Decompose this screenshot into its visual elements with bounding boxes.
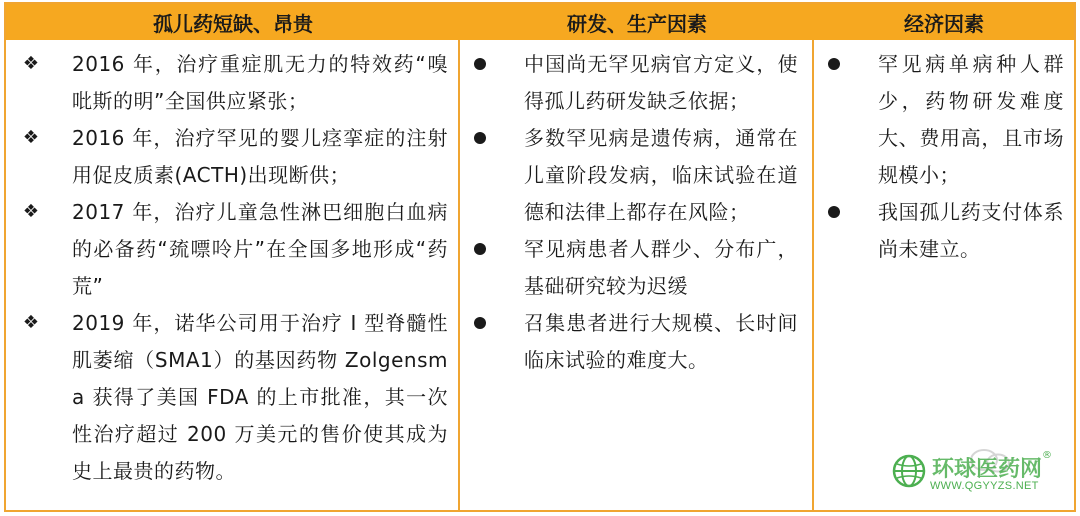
dot-bullet-icon: [828, 58, 840, 70]
list-item: [6, 120, 458, 194]
watermark-title: 环球医药网: [932, 457, 1043, 482]
list-item: [460, 305, 812, 379]
header-rd-production: 研发、生产因素: [567, 11, 707, 36]
column-rd-production: [460, 40, 814, 510]
list-item: [814, 194, 1074, 268]
list-item-text: 2016 年，治疗罕见的婴儿痉挛症的注射用促皮质素(ACTH)出现断供；: [72, 126, 448, 187]
header-shortage: 孤儿药短缺、昂贵: [153, 11, 313, 36]
column-shortage: [6, 40, 460, 510]
list-item-text: 我国孤儿药支付体系尚未建立。: [878, 200, 1064, 261]
shortage-list: [6, 40, 458, 490]
list-item-text: 罕见病患者人群少、分布广，基础研究较为迟缓: [524, 237, 798, 298]
list-item: [460, 120, 812, 231]
column-economic: [814, 40, 1074, 510]
dot-bullet-icon: [474, 317, 486, 329]
diamond-bullet-icon: ❖: [22, 201, 40, 222]
header-economic: 经济因素: [904, 11, 984, 36]
list-item-text: 召集患者进行大规模、长时间临床试验的难度大。: [524, 311, 798, 372]
registered-mark: ®: [1042, 450, 1052, 461]
diamond-bullet-icon: ❖: [22, 127, 40, 148]
list-item-text: 2019 年，诺华公司用于治疗 I 型脊髓性肌萎缩（SMA1）的基因药物 Zolgensma 获得了美国 FDA 的上市批准，其一次性治疗超过 200 万美元的售价使其成为史上最贵的药物。: [72, 311, 448, 483]
diamond-bullet-icon: ❖: [22, 312, 40, 333]
economic-list: [814, 40, 1074, 268]
watermark: [892, 450, 1052, 498]
table-body: [6, 40, 1074, 510]
rd-list: [460, 40, 812, 379]
table-header: [6, 4, 1074, 40]
dot-bullet-icon: [474, 58, 486, 70]
dot-bullet-icon: [828, 206, 840, 218]
dot-bullet-icon: [474, 243, 486, 255]
list-item-text: 多数罕见病是遗传病，通常在儿童阶段发病，临床试验在道德和法律上都存在风险；: [524, 126, 798, 224]
list-item: [814, 46, 1074, 194]
list-item-text: 2016 年，治疗重症肌无力的特效药“嗅吡斯的明”全国供应紧张；: [72, 52, 448, 113]
diamond-bullet-icon: ❖: [22, 53, 40, 74]
list-item-text: 罕见病单病种人群少，药物研发难度大、费用高，且市场规模小；: [878, 52, 1064, 187]
list-item: [460, 231, 812, 305]
watermark-url: WWW.QGYYZS.NET: [930, 480, 1039, 492]
dot-bullet-icon: [474, 132, 486, 144]
list-item: [6, 194, 458, 305]
list-item-text: 中国尚无罕见病官方定义，使得孤儿药研发缺乏依据；: [524, 52, 798, 113]
list-item-text: 2017 年，治疗儿童急性淋巴细胞白血病的必备药“巯嘌呤片”在全国多地形成“药荒”: [72, 200, 448, 298]
list-item: [6, 46, 458, 120]
list-item: [460, 46, 812, 120]
list-item: [6, 305, 458, 490]
globe-logo-icon: [892, 454, 926, 488]
comparison-table: [4, 2, 1076, 512]
